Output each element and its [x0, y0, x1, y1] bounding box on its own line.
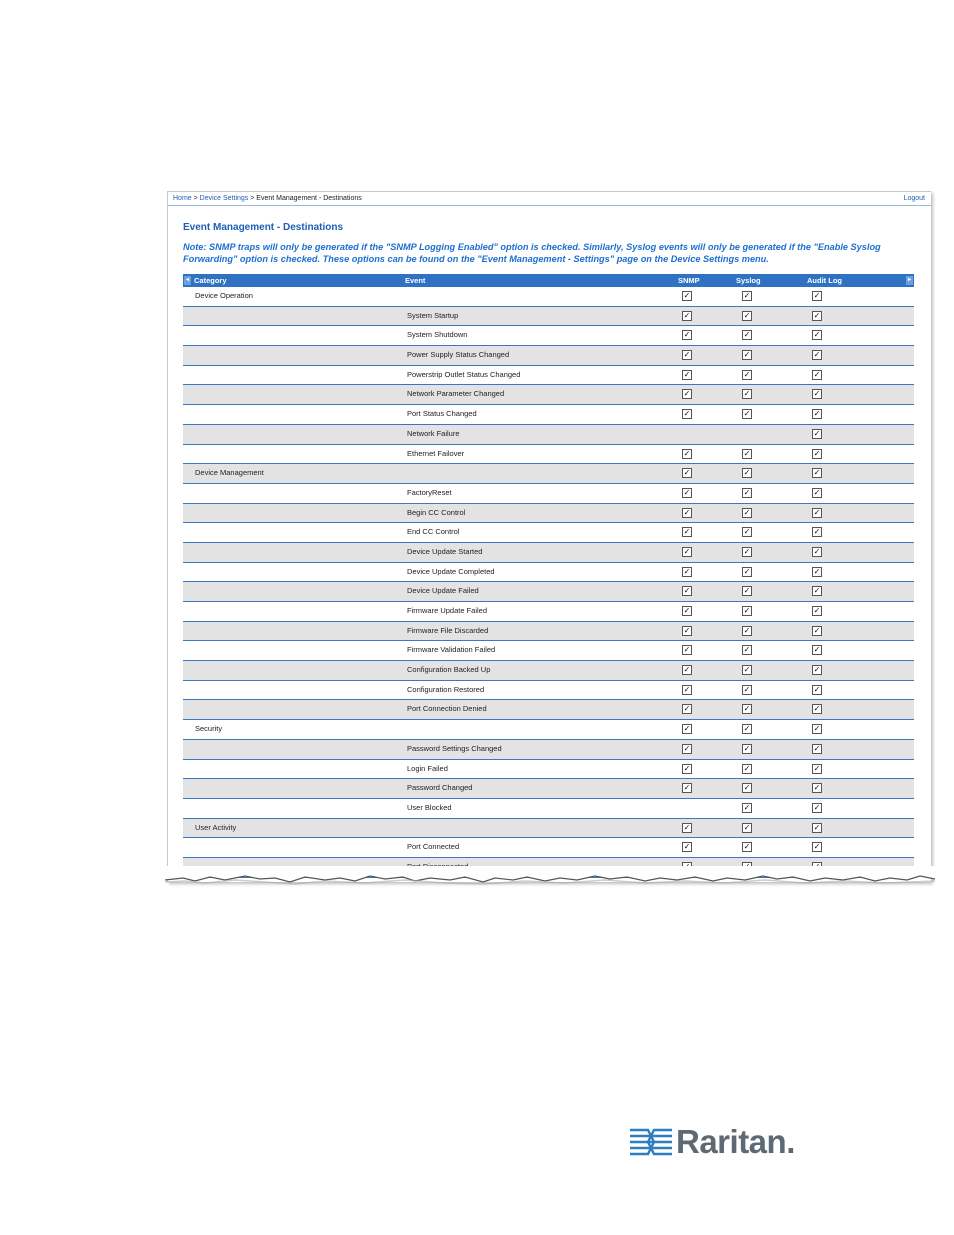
event-cell: Power Supply Status Changed — [407, 350, 510, 360]
syslog-checkbox[interactable]: ✓ — [743, 291, 751, 300]
snmp-checkbox[interactable]: ✓ — [683, 842, 691, 852]
breadcrumb-home-link[interactable]: Home — [173, 195, 192, 202]
syslog-checkbox[interactable]: ✓ — [743, 743, 751, 753]
event-cell: Port Connected — [407, 842, 460, 852]
page-title: Event Management - Destinations — [183, 222, 344, 233]
table-row — [183, 641, 914, 661]
torn-edge — [165, 866, 935, 892]
event-cell: Firmware Update Failed — [407, 606, 488, 615]
table-row — [183, 287, 914, 307]
table-row — [183, 366, 914, 386]
table-row — [183, 307, 914, 327]
note-text: Note: SNMP traps will only be generated if the "SNMP Logging Enabled" option is checked. Similarly, Syslog events will only be generated if the "Enable Syslog Forwarding" option is checked. These options can be found on the "Event Management - Settings" page on the Device Settings menu. — [183, 242, 881, 264]
table-row — [183, 346, 914, 366]
syslog-checkbox[interactable]: ✓ — [743, 842, 751, 852]
event-cell: Firmware File Discarded — [407, 625, 489, 635]
event-cell: Configuration Backed Up — [407, 665, 491, 675]
snmp-checkbox[interactable]: ✓ — [683, 330, 691, 340]
category-cell: User Activity — [195, 822, 237, 832]
table-row — [183, 385, 914, 405]
syslog-checkbox[interactable]: ✓ — [743, 783, 751, 793]
syslog-checkbox[interactable]: ✓ — [743, 566, 751, 576]
snmp-checkbox[interactable]: ✓ — [683, 546, 691, 556]
audit-log-checkbox[interactable]: ✓ — [813, 586, 821, 596]
syslog-checkbox[interactable]: ✓ — [743, 487, 751, 497]
audit-log-checkbox[interactable]: ✓ — [813, 743, 821, 753]
syslog-checkbox[interactable]: ✓ — [743, 704, 751, 714]
syslog-checkbox[interactable]: ✓ — [743, 527, 751, 537]
snmp-checkbox[interactable]: ✓ — [683, 743, 691, 753]
syslog-checkbox[interactable]: ✓ — [743, 468, 751, 478]
table-row — [183, 819, 914, 839]
table-row — [183, 661, 914, 681]
syslog-checkbox[interactable]: ✓ — [743, 822, 751, 832]
event-cell: Password Changed — [407, 783, 473, 793]
snmp-checkbox[interactable]: ✓ — [683, 369, 691, 379]
event-cell: Port Status Changed — [407, 409, 477, 419]
top-bar — [168, 192, 931, 206]
table-row — [183, 445, 914, 465]
category-cell: Device Management — [195, 468, 264, 478]
audit-log-checkbox[interactable]: ✓ — [813, 645, 821, 655]
audit-log-checkbox[interactable]: ✓ — [813, 409, 821, 419]
syslog-checkbox[interactable]: ✓ — [743, 448, 751, 458]
audit-log-checkbox[interactable]: ✓ — [813, 527, 821, 537]
audit-log-checkbox[interactable]: ✓ — [813, 448, 821, 458]
syslog-checkbox[interactable]: ✓ — [743, 546, 751, 556]
snmp-checkbox[interactable]: ✓ — [683, 566, 691, 576]
table-row — [183, 760, 914, 780]
syslog-checkbox[interactable]: ✓ — [743, 665, 751, 675]
snmp-checkbox[interactable]: ✓ — [683, 527, 691, 537]
snmp-checkbox[interactable]: ✓ — [683, 625, 691, 635]
table-row — [183, 740, 914, 760]
table-header — [183, 274, 914, 287]
breadcrumb-current: Event Management - Destinations — [256, 195, 362, 202]
snmp-checkbox[interactable]: ✓ — [683, 665, 691, 675]
table-row — [183, 405, 914, 425]
table-row — [183, 720, 914, 740]
syslog-checkbox[interactable]: ✓ — [743, 763, 751, 773]
audit-log-checkbox[interactable]: ✓ — [813, 802, 821, 812]
raritan-logo — [628, 1122, 798, 1162]
audit-log-checkbox[interactable]: ✓ — [813, 291, 821, 300]
event-cell: Password Settings Changed — [407, 743, 502, 753]
snmp-checkbox[interactable]: ✓ — [683, 724, 691, 734]
breadcrumb-separator: > — [248, 195, 257, 202]
event-cell: Network Failure — [407, 428, 460, 438]
event-cell: Login Failed — [407, 763, 448, 773]
snmp-checkbox[interactable]: ✓ — [683, 448, 691, 458]
audit-log-checkbox[interactable]: ✓ — [813, 665, 821, 675]
snmp-checkbox[interactable]: ✓ — [683, 684, 691, 694]
table-body — [183, 287, 914, 878]
syslog-checkbox[interactable]: ✓ — [743, 606, 751, 615]
syslog-checkbox[interactable]: ✓ — [743, 645, 751, 655]
event-cell: System Shutdown — [407, 330, 468, 340]
raritan-logo-icon — [628, 1122, 674, 1162]
scroll-right-icon[interactable]: ▸ — [907, 277, 911, 283]
table-row — [183, 779, 914, 799]
audit-log-checkbox[interactable]: ✓ — [813, 684, 821, 694]
audit-log-checkbox[interactable]: ✓ — [813, 704, 821, 714]
syslog-checkbox[interactable]: ✓ — [743, 507, 751, 517]
event-cell: Firmware Validation Failed — [407, 645, 496, 655]
breadcrumb-device-settings-link[interactable]: Device Settings — [199, 195, 249, 202]
syslog-checkbox[interactable]: ✓ — [743, 724, 751, 734]
audit-log-checkbox[interactable]: ✓ — [813, 822, 821, 832]
table-row — [183, 700, 914, 720]
breadcrumb — [173, 195, 362, 202]
audit-log-checkbox[interactable]: ✓ — [813, 546, 821, 556]
header-event[interactable]: Event — [405, 276, 426, 285]
table-row — [183, 563, 914, 583]
event-cell: Device Update Completed — [407, 566, 495, 576]
snmp-checkbox[interactable]: ✓ — [683, 822, 691, 832]
snmp-checkbox[interactable]: ✓ — [683, 350, 691, 360]
snmp-checkbox[interactable]: ✓ — [683, 704, 691, 714]
snmp-checkbox[interactable]: ✓ — [683, 487, 691, 497]
destinations-table — [183, 274, 914, 878]
syslog-checkbox[interactable]: ✓ — [743, 369, 751, 379]
audit-log-checkbox[interactable]: ✓ — [813, 369, 821, 379]
table-row — [183, 484, 914, 504]
event-cell: Network Parameter Changed — [407, 389, 505, 399]
event-cell: Configuration Restored — [407, 684, 485, 694]
audit-log-checkbox[interactable]: ✓ — [813, 507, 821, 517]
table-row — [183, 602, 914, 622]
audit-log-checkbox[interactable]: ✓ — [813, 468, 821, 478]
category-cell: Device Operation — [195, 291, 253, 300]
event-cell: Ethernet Failover — [407, 448, 465, 458]
event-cell: User Blocked — [407, 802, 452, 812]
event-cell: Device Update Failed — [407, 586, 479, 596]
event-cell: System Startup — [407, 310, 459, 320]
snmp-checkbox[interactable]: ✓ — [683, 645, 691, 655]
audit-log-checkbox[interactable]: ✓ — [813, 310, 821, 320]
event-cell: Port Connection Denied — [407, 704, 487, 714]
audit-log-checkbox[interactable]: ✓ — [813, 389, 821, 399]
audit-log-checkbox[interactable]: ✓ — [813, 330, 821, 340]
table-row — [183, 523, 914, 543]
table-row — [183, 838, 914, 858]
logout-link[interactable]: Logout — [903, 195, 925, 202]
raritan-logo-text: Raritan. — [676, 1123, 795, 1160]
syslog-checkbox[interactable]: ✓ — [743, 586, 751, 596]
audit-log-checkbox[interactable]: ✓ — [813, 783, 821, 793]
syslog-checkbox[interactable]: ✓ — [743, 684, 751, 694]
header-audit-log[interactable]: Audit Log — [807, 276, 842, 285]
table-row — [183, 543, 914, 563]
syslog-checkbox[interactable]: ✓ — [743, 310, 751, 320]
syslog-checkbox[interactable]: ✓ — [743, 625, 751, 635]
table-row — [183, 464, 914, 484]
snmp-checkbox[interactable]: ✓ — [683, 409, 691, 419]
audit-log-checkbox[interactable]: ✓ — [813, 606, 821, 615]
audit-log-checkbox[interactable]: ✓ — [813, 724, 821, 734]
event-cell: Begin CC Control — [407, 507, 466, 517]
snmp-checkbox[interactable]: ✓ — [683, 468, 691, 478]
header-syslog[interactable]: Syslog — [736, 276, 761, 285]
event-cell: End CC Control — [407, 527, 460, 537]
event-cell: Device Update Started — [407, 546, 483, 556]
snmp-checkbox[interactable]: ✓ — [683, 606, 691, 615]
event-cell: FactoryReset — [407, 487, 452, 497]
scroll-left-icon[interactable]: ◂ — [185, 277, 189, 283]
header-snmp[interactable]: SNMP — [678, 276, 700, 285]
audit-log-checkbox[interactable]: ✓ — [813, 350, 821, 360]
audit-log-checkbox[interactable]: ✓ — [813, 625, 821, 635]
category-cell: Security — [195, 724, 223, 734]
table-row — [183, 504, 914, 524]
header-category[interactable]: Category — [194, 276, 227, 285]
snmp-checkbox[interactable]: ✓ — [683, 389, 691, 399]
syslog-checkbox[interactable]: ✓ — [743, 802, 751, 812]
syslog-checkbox[interactable]: ✓ — [743, 389, 751, 399]
audit-log-checkbox[interactable]: ✓ — [813, 487, 821, 497]
audit-log-checkbox[interactable]: ✓ — [813, 763, 821, 773]
audit-log-checkbox[interactable]: ✓ — [813, 566, 821, 576]
table-row — [183, 326, 914, 346]
audit-log-checkbox[interactable]: ✓ — [813, 428, 821, 438]
snmp-checkbox[interactable]: ✓ — [683, 310, 691, 320]
snmp-checkbox[interactable]: ✓ — [683, 507, 691, 517]
table-row — [183, 582, 914, 602]
snmp-checkbox[interactable]: ✓ — [683, 763, 691, 773]
screenshot-frame — [167, 191, 931, 882]
table-row — [183, 681, 914, 701]
snmp-checkbox[interactable]: ✓ — [683, 586, 691, 596]
event-cell: Powerstrip Outlet Status Changed — [407, 369, 521, 379]
table-row — [183, 622, 914, 642]
syslog-checkbox[interactable]: ✓ — [743, 409, 751, 419]
syslog-checkbox[interactable]: ✓ — [743, 330, 751, 340]
breadcrumb-separator: > — [191, 195, 200, 202]
snmp-checkbox[interactable]: ✓ — [683, 291, 691, 300]
table-row — [183, 425, 914, 445]
audit-log-checkbox[interactable]: ✓ — [813, 842, 821, 852]
syslog-checkbox[interactable]: ✓ — [743, 350, 751, 360]
snmp-checkbox[interactable]: ✓ — [683, 783, 691, 793]
table-row — [183, 799, 914, 819]
